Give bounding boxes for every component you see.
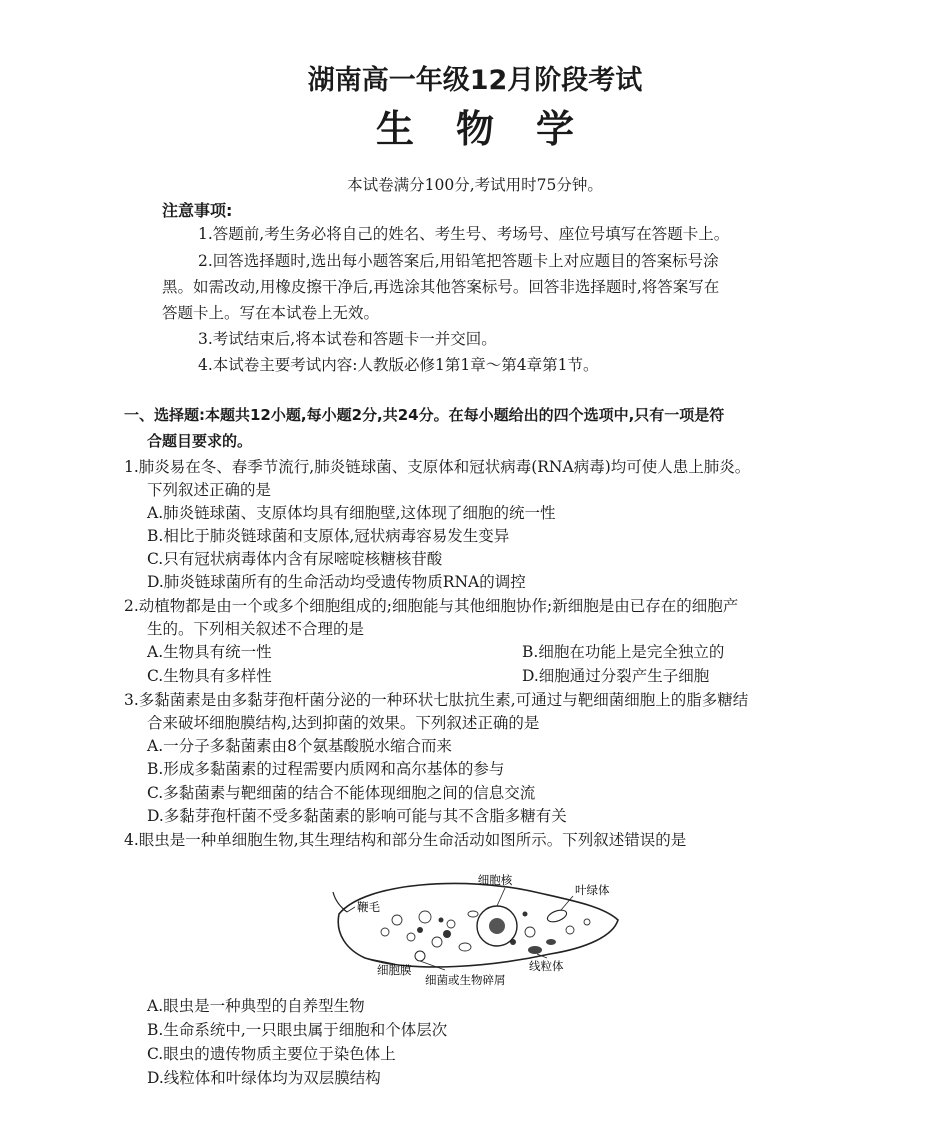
label-mitochondria: 线粒体: [529, 959, 564, 973]
q4-option-a: A.眼虫是一种典型的自养型生物: [147, 997, 365, 1015]
q2-stem-line-1: 2.动植物都是由一个或多个细胞组成的;细胞能与其他细胞协作;新细胞是由已存在的细胞产: [124, 597, 739, 615]
section-heading-line-1: 一、选择题:本题共12小题,每小题2分,共24分。在每小题给出的四个选项中,只有一项是符: [124, 406, 725, 424]
q1-stem-line-2: 下列叙述正确的是: [147, 481, 272, 499]
q3-option-a: A.一分子多黏菌素由8个氨基酸脱水缩合而来: [147, 737, 452, 755]
q2-option-d: D.细胞通过分裂产生子细胞: [522, 667, 710, 685]
q4-stem-line-1: 4.眼虫是一种单细胞生物,其生理结构和部分生命活动如图所示。下列叙述错误的是: [124, 831, 687, 849]
notice-heading: 注意事项:: [162, 201, 233, 220]
q4-option-d: D.线粒体和叶绿体均为双层膜结构: [147, 1069, 381, 1087]
q3-option-b: B.形成多黏菌素的过程需要内质网和高尔基体的参与: [147, 760, 505, 778]
q1-option-a: A.肺炎链球菌、支原体均具有细胞壁,这体现了细胞的统一性: [147, 504, 556, 522]
q2-option-b: B.细胞在功能上是完全独立的: [522, 643, 725, 661]
notice-item-2-line-2: 黑。如需改动,用橡皮擦干净后,再选涂其他答案标号。回答非选择题时,将答案写在: [162, 278, 720, 296]
q1-option-c: C.只有冠状病毒体内含有尿嘧啶核糖核苷酸: [147, 550, 443, 568]
notice-item-2-line-3: 答题卡上。写在本试卷上无效。: [162, 304, 380, 322]
q2-option-a: A.生物具有统一性: [147, 643, 272, 661]
section-heading-line-2: 合题目要求的。: [147, 432, 253, 450]
q4-option-c: C.眼虫的遗传物质主要位于染色体上: [147, 1045, 396, 1063]
q1-option-b: B.相比于肺炎链球菌和支原体,冠状病毒容易发生变异: [147, 527, 510, 545]
q3-stem-line-1: 3.多黏菌素是由多黏芽孢杆菌分泌的一种环状七肽抗生素,可通过与靶细菌细胞上的脂多糖结: [124, 691, 749, 709]
notice-item-2-line-1: 2.回答选择题时,选出每小题答案后,用铅笔把答题卡上对应题目的答案标号涂: [198, 252, 719, 270]
q3-option-c: C.多黏菌素与靶细菌的结合不能体现细胞之间的信息交流: [147, 784, 536, 802]
q2-stem-line-2: 生的。下列相关叙述不合理的是: [147, 620, 365, 638]
label-debris: 细菌或生物碎屑: [425, 973, 506, 987]
q4-option-b: B.生命系统中,一只眼虫属于细胞和个体层次: [147, 1021, 448, 1039]
label-flagellum: 鞭毛: [357, 900, 380, 914]
euglena-diagram: [325, 862, 625, 992]
notice-item-4: 4.本试卷主要考试内容:人教版必修1第1章～第4章第1节。: [198, 356, 599, 374]
q2-option-c: C.生物具有多样性: [147, 667, 272, 685]
label-cell-membrane: 细胞膜: [377, 963, 412, 977]
label-nucleus: 细胞核: [477, 873, 513, 887]
subject-title: 生物学: [375, 107, 616, 151]
exam-title: 湖南高一年级12月阶段考试: [307, 65, 643, 96]
q3-stem-line-2: 合来破坏细胞膜结构,达到抑菌的效果。下列叙述正确的是: [147, 714, 540, 732]
label-chloroplast: 叶绿体: [575, 883, 610, 897]
exam-info: 本试卷满分100分,考试用时75分钟。: [347, 176, 603, 194]
q3-option-d: D.多黏芽孢杆菌不受多黏菌素的影响可能与其不含脂多糖有关: [147, 807, 567, 825]
notice-item-1: 1.答题前,考生务必将自己的姓名、考生号、考场号、座位号填写在答题卡上。: [198, 225, 730, 243]
notice-item-3: 3.考试结束后,将本试卷和答题卡一并交回。: [198, 330, 497, 348]
q1-option-d: D.肺炎链球菌所有的生命活动均受遗传物质RNA的调控: [147, 573, 526, 591]
q1-stem-line-1: 1.肺炎易在冬、春季节流行,肺炎链球菌、支原体和冠状病毒(RNA病毒)均可使人患上肺炎。: [124, 458, 751, 476]
